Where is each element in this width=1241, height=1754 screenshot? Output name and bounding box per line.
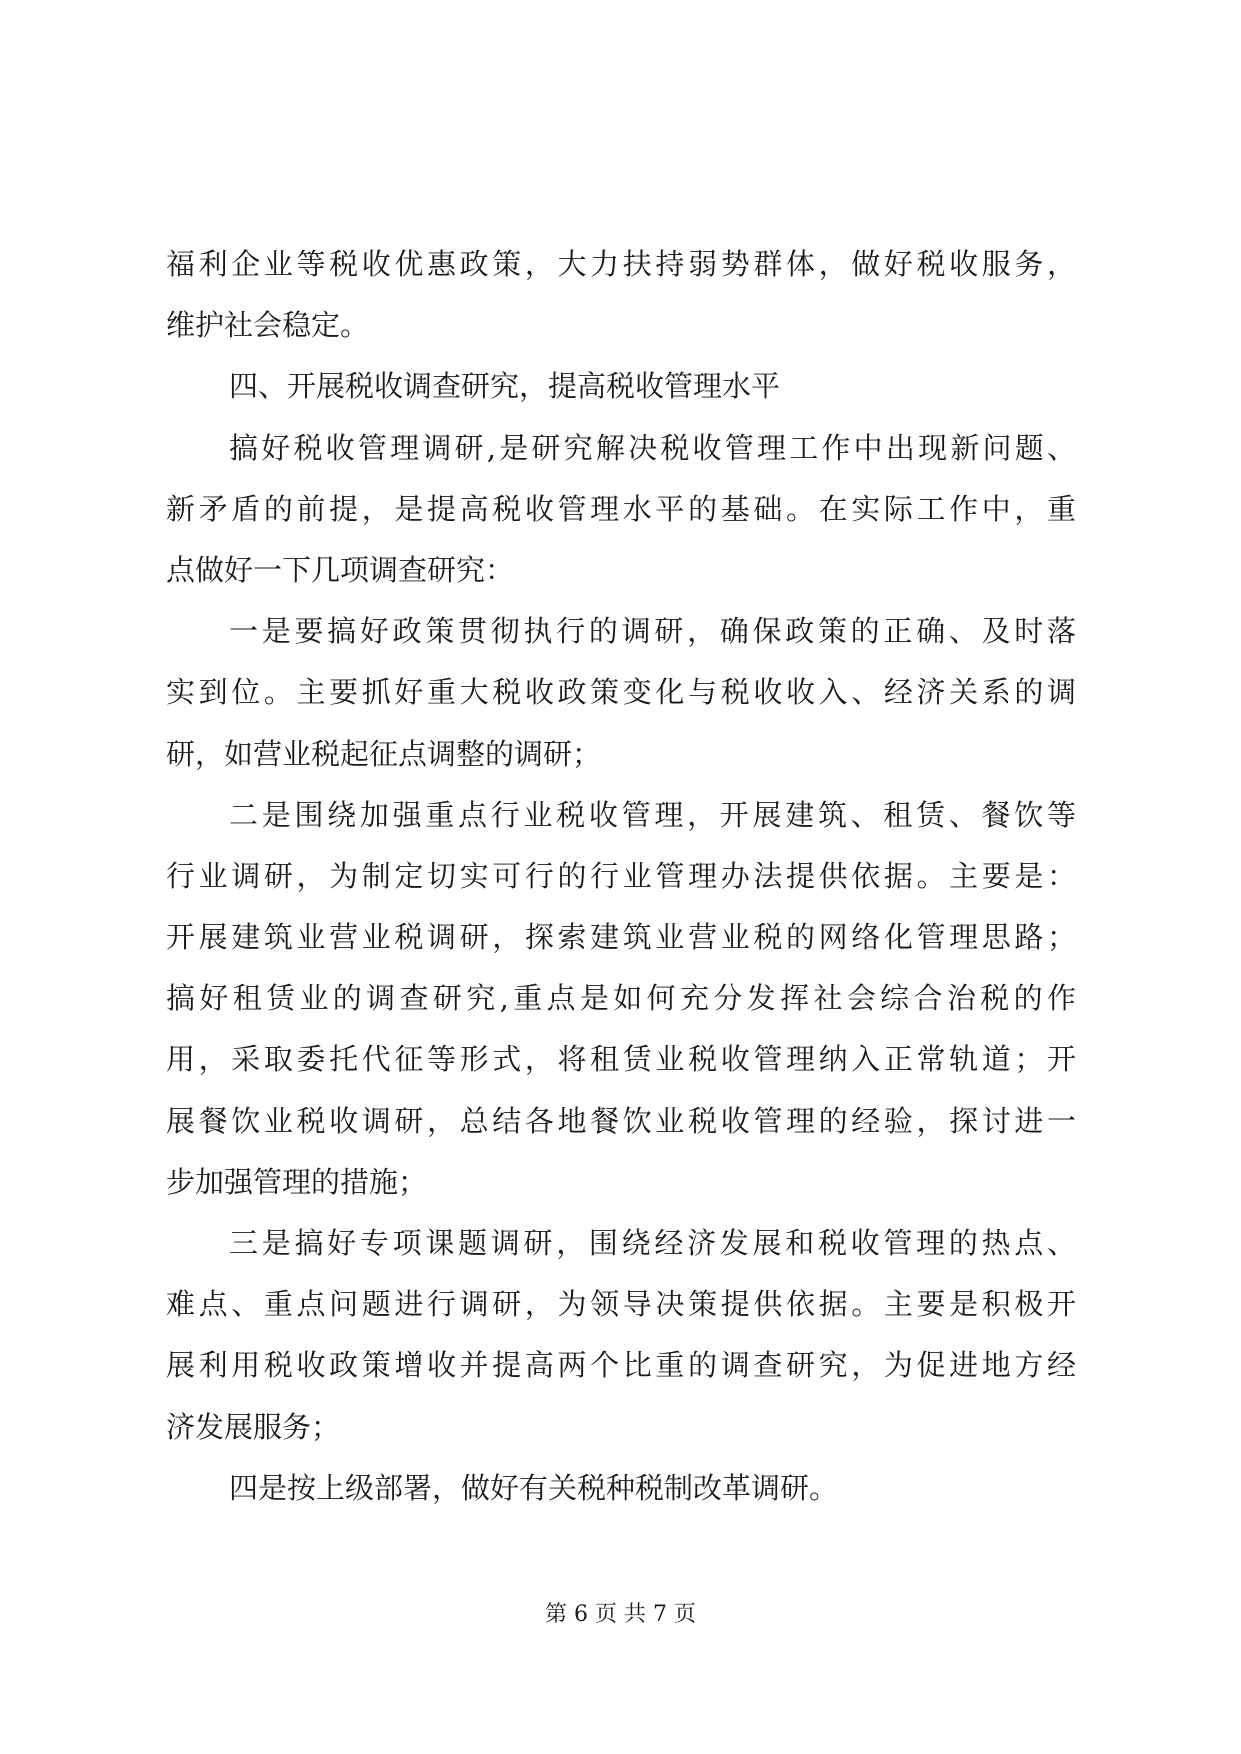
text-line: 新矛盾的前提，是提高税收管理水平的基础。在实际工作中，重 bbox=[166, 491, 1076, 526]
text-line: 展利用税收政策增收并提高两个比重的调查研究，为促进地方经 bbox=[166, 1348, 1076, 1383]
text-line: 步加强管理的措施； bbox=[166, 1164, 428, 1199]
text-line: 实到位。主要抓好重大税收政策变化与税收收入、经济关系的调 bbox=[166, 675, 1076, 710]
text-line: 维护社会稳定。 bbox=[166, 308, 370, 343]
text-line: 一是要搞好政策贯彻执行的调研，确保政策的正确、及时落 bbox=[229, 614, 1076, 649]
text-line: 难点、重点问题进行调研，为领导决策提供依据。主要是积极开 bbox=[166, 1287, 1076, 1322]
text-line: 开展建筑业营业税调研，探索建筑业营业税的网络化管理思路； bbox=[166, 920, 1076, 955]
document-body bbox=[166, 234, 1076, 1519]
text-line: 三是搞好专项课题调研，围绕经济发展和税收管理的热点、 bbox=[229, 1226, 1076, 1260]
text-line: 济发展服务； bbox=[166, 1409, 341, 1444]
text-line: 研，如营业税起征点调整的调研； bbox=[166, 736, 602, 771]
text-line: 行业调研，为制定切实可行的行业管理办法提供依据。主要是： bbox=[166, 858, 1076, 893]
text-line: 二是围绕加强重点行业税收管理，开展建筑、租赁、餐饮等 bbox=[229, 797, 1076, 832]
text-line: 搞好租赁业的调查研究,重点是如何充分发挥社会综合治税的作 bbox=[166, 981, 1076, 1016]
text-line: 展餐饮业税收调研，总结各地餐饮业税收管理的经验，探讨进一 bbox=[166, 1103, 1076, 1138]
text-line: 四、开展税收调查研究，提高税收管理水平 bbox=[229, 369, 781, 404]
text-line: 福利企业等税收优惠政策，大力扶持弱势群体，做好税收服务， bbox=[166, 247, 1076, 281]
page-footer: 第 6 页 共 7 页 bbox=[545, 1602, 696, 1627]
text-line: 四是按上级部署，做好有关税种税制改革调研。 bbox=[229, 1470, 839, 1505]
text-line: 点做好一下几项调查研究： bbox=[166, 552, 515, 587]
text-line: 搞好税收管理调研,是研究解决税收管理工作中出现新问题、 bbox=[229, 430, 1076, 465]
text-line: 用，采取委托代征等形式，将租赁业税收管理纳入正常轨道；开 bbox=[166, 1042, 1076, 1077]
